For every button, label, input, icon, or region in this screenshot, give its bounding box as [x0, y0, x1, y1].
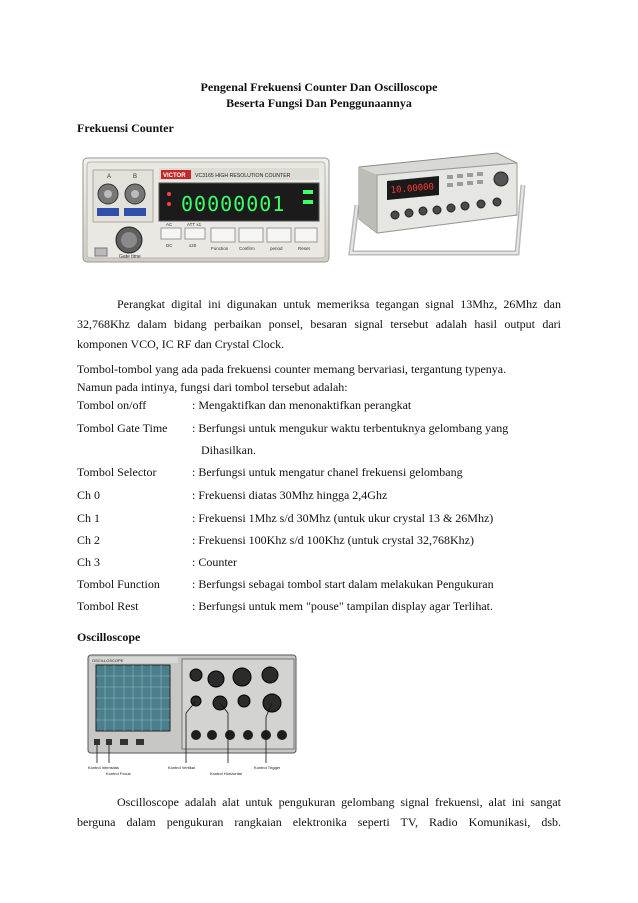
horizontal-control-label: Kontrol Horizontal	[210, 771, 242, 776]
att-label: ATT x1	[187, 222, 202, 227]
focus-control-label: Kontrol Focus	[106, 771, 131, 776]
definition-row	[77, 508, 561, 528]
intro-paragraph: Perangkat digital ini digunakan untuk memeriksa tegangan signal 13Mhz, 26Mhz dan 32,768Khz dalam bidang perbaikan ponsel, besaran signal tersebut adalah hasil output dari komponen VCO, IC RF dan Crystal Clock.	[77, 297, 561, 351]
function-label: Function	[211, 246, 229, 251]
section-heading-frequency-counter: Frekuensi Counter	[77, 121, 174, 135]
period-label: period	[270, 246, 283, 251]
buttons-intro-line-2: Namun pada intinya, fungsi dari tombol tersebut adalah:	[77, 380, 348, 394]
intensity-control-label: Kontrol Intensitas	[88, 765, 119, 770]
definition-desc: : Counter	[192, 555, 237, 569]
definition-desc: : Frekuensi 1Mhz s/d 30Mhz (untuk ukur crystal 13 & 26Mhz)	[192, 511, 494, 525]
reset-label: Reset	[298, 246, 310, 251]
page-title: Pengenal Frekuensi Counter Dan Oscilloscope	[200, 80, 438, 94]
definition-term: Ch 3	[77, 555, 101, 569]
definition-term: Tombol Rest	[77, 599, 139, 613]
definition-term: Ch 1	[77, 511, 101, 525]
model-label: VC3165 HIGH RESOLUTION COUNTER	[195, 173, 291, 179]
definition-row	[77, 462, 561, 482]
definition-term: Ch 0	[77, 488, 101, 502]
definition-desc: : Frekuensi 100Khz s/d 100Khz (untuk crystal 32,768Khz)	[192, 533, 474, 547]
frequency-counter-image	[77, 148, 335, 270]
definition-desc: : Berfungsi untuk mengukur waktu terbentuknya gelombang yang	[192, 421, 509, 435]
counter-display-readout: 00000001	[181, 192, 286, 216]
definition-term: Tombol Selector	[77, 465, 157, 479]
function-generator-illustration	[347, 145, 529, 260]
oscilloscope-brand-label: OSCILLOSCOPE	[92, 658, 124, 663]
definition-term: Tombol Function	[77, 577, 160, 591]
definition-desc: : Mengaktifkan dan menonaktifkan perangkat	[192, 398, 412, 412]
definition-term: Tombol on/off	[77, 398, 147, 412]
definition-desc: : Berfungsi untuk mem "pouse" tampilan display agar Terlihat.	[192, 599, 494, 613]
definition-row	[77, 485, 561, 505]
frequency-counter-illustration	[77, 148, 335, 270]
buttons-intro-line-1: Tombol-tombol yang ada pada frekuensi counter memang bervariasi, tergantung typenya.	[77, 362, 507, 376]
page-subtitle: Beserta Fungsi Dan Penggunaannya	[226, 96, 412, 110]
definition-row	[77, 552, 561, 572]
definition-desc: : Berfungsi sebagai tombol start dalam melakukan Pengukuran	[192, 577, 494, 591]
brand-label: VICTOR	[163, 173, 186, 179]
dc-label: DC	[166, 243, 173, 248]
channel-a-label: A	[107, 174, 112, 180]
confirm-label: Confirm	[239, 246, 255, 251]
x20-label: x20	[189, 243, 197, 248]
oscilloscope-image	[86, 653, 298, 777]
oscilloscope-paragraph: Oscilloscope adalah alat untuk pengukuran gelombang signal frekuensi, alat ini sangat berguna dalam pengukuran rangkaian elektronika seperti TV, Radio Komunikasi, dsb.	[77, 795, 561, 829]
definition-row	[77, 418, 561, 438]
definition-row	[77, 440, 561, 460]
definition-row	[77, 596, 561, 616]
oscilloscope-illustration	[86, 653, 298, 777]
definition-desc: : Berfungsi untuk mengatur chanel frekuensi gelombang	[192, 465, 463, 479]
definition-row	[77, 574, 561, 594]
definition-term: Tombol Gate Time	[77, 421, 168, 435]
trigger-control-label: Kontrol Trigger	[254, 765, 281, 770]
generator-display-readout: 10.00000	[390, 182, 435, 196]
definition-row	[77, 530, 561, 550]
section-heading-oscilloscope: Oscilloscope	[77, 630, 141, 644]
gate-time-label: Gate time	[119, 254, 141, 260]
function-generator-image	[347, 145, 529, 260]
ac-label: AC	[166, 222, 173, 227]
definition-term: Ch 2	[77, 533, 101, 547]
channel-b-label: B	[133, 174, 138, 180]
definition-row	[77, 395, 561, 415]
vertical-control-label: Kontrol Vertikal	[168, 765, 195, 770]
definition-desc: : Frekuensi diatas 30Mhz hingga 2,4Ghz	[192, 488, 388, 502]
definition-desc: Dihasilkan.	[201, 443, 256, 457]
